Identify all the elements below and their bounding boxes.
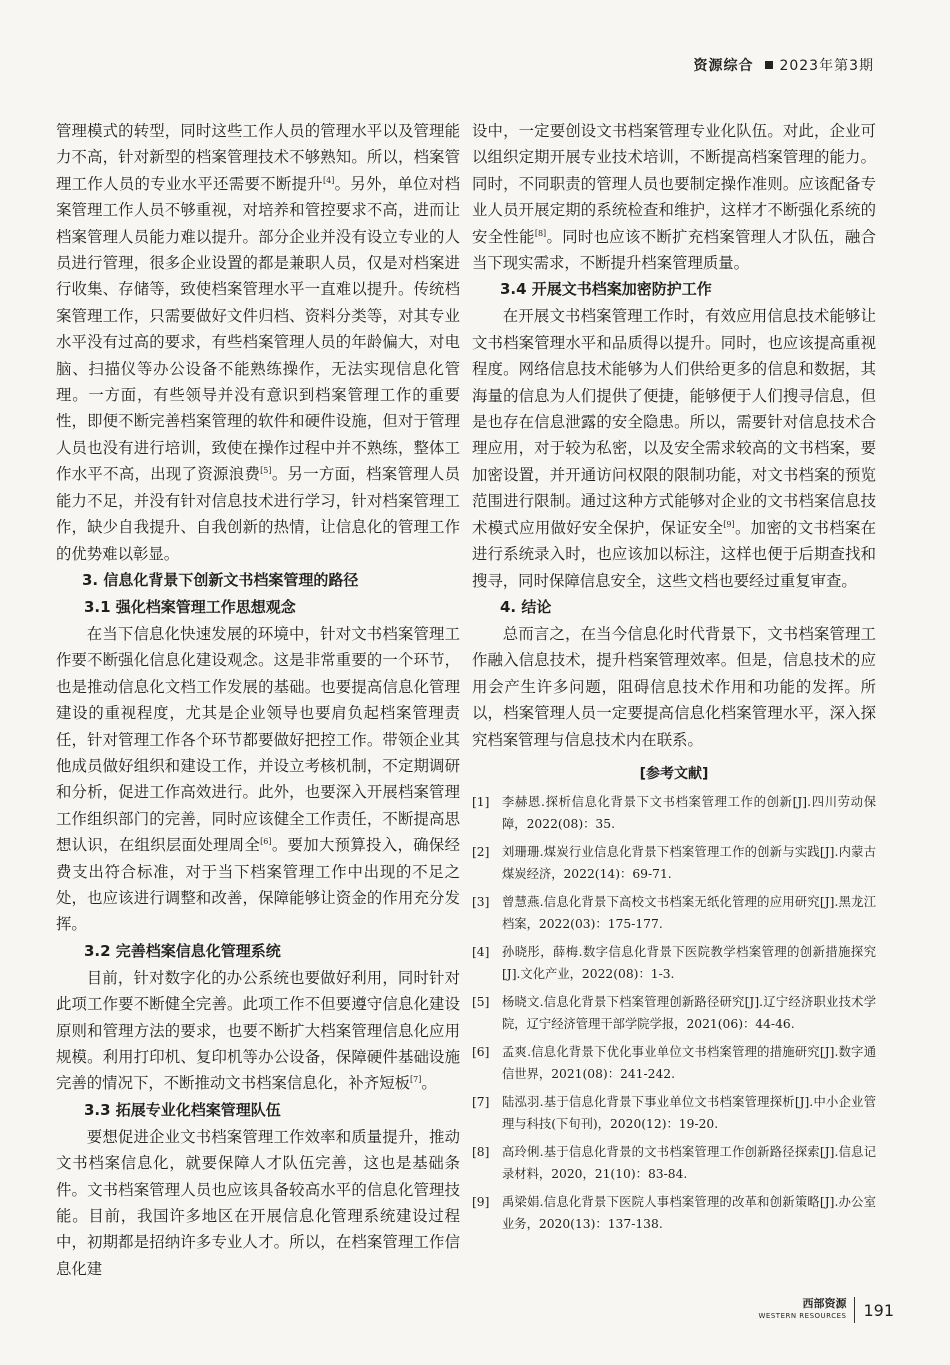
reference-item: [5] 杨晓文.信息化背景下档案管理创新路径研究[J].辽宁经济职业技术学院，辽宁经济管理干部学院学报，2021(06)：44-46. <box>472 994 876 1032</box>
paragraph: 在开展文书档案管理工作时，有效应用信息技术能够让文书档案管理水平和品质得以提升。同时，也应该提高重视程度。网络信息技术能够为人们供给更多的信息和数据，其海量的信息为人们提供了便捷，能够便于人们搜寻信息，但是也存在信息泄露的安全隐患。所以，需要针对信息技术合理应用，对于较为私密，以及安全需求较高的文书档案，要加密设置，并开通访问权限的限制功能，对文书档案的预览范围进行限制。通过这种方式能够对企业的文书档案信息技术模式应用做好安全保护，保证安全[9]。加密的文书档案在进行系统录入时，也应该加以标注，这样也便于后期查找和搜寻，同时保障信息安全，这些文档也要经过重复审查。 <box>472 307 876 590</box>
issue-label: 2023年第3期 <box>779 58 874 74</box>
paragraph: 目前，针对数字化的办公系统也要做好利用，同时针对此项工作要不断健全完善。此项工作不但要遵守信息化建设原则和管理方法的要求，也要不断扩大档案管理信息化应用规模。利用打印机、复印机等办公设备，保障硬件基础设施完善的情况下，不断推动文书档案信息化，补齐短板[7]。 <box>56 968 460 1093</box>
journal-name-en: WESTERN RESOURCES <box>758 1312 847 1320</box>
paragraph: 设中，一定要创设文书档案管理专业化队伍。对此，企业可以组织定期开展专业技术培训，不断提高档案管理的能力。同时，不同职责的管理人员也要制定操作准则。应该配备专业人员开展定期的系统检查和维护，这样才不断强化系统的安全性能[8]。同时也应该不断扩充档案管理人才队伍，融合当下现实需求，不断提升档案管理质量。 <box>472 122 876 273</box>
section-heading: 3. 信息化背景下创新文书档案管理的路径 <box>82 570 359 589</box>
paragraph: 总而言之，在当今信息化时代背景下，文书档案管理工作融入信息技术，提升档案管理效率。但是，信息技术的应用会产生许多问题，阻碍信息技术作用和功能的发挥。所以，档案管理人员一定要提高信息化档案管理水平，深入探究档案管理与信息技术内在联系。 <box>472 624 876 749</box>
references-title: [参考文献] <box>639 765 709 782</box>
reference-item: [1] 李赫恩.探析信息化背景下文书档案管理工作的创新[J].四川劳动保障，2022(08)：35. <box>472 794 876 832</box>
reference-item: [9] 禹梁娟.信息化背景下医院人事档案管理的改革和创新策略[J].办公室业务，2020(13)：137-138. <box>472 1194 876 1232</box>
paragraph: 要想促进企业文书档案管理工作效率和质量提升，推动文书档案信息化，就要保障人才队伍完善，这也是基础条件。文书档案管理人员也应该具备较高水平的信息化管理技能。目前，我国许多地区在开展信息化管理系统建设过程中，初期都是招纳许多专业人才。所以，在档案管理工作信息化建 <box>56 1127 460 1278</box>
divider <box>854 1297 855 1323</box>
square-bullet-icon <box>765 61 773 69</box>
reference-item: [2] 刘珊珊.煤炭行业信息化背景下档案管理工作的创新与实践[J].内蒙古煤炭经济，2022(14)：69-71. <box>472 844 876 882</box>
section-heading: 4. 结论 <box>500 597 552 616</box>
references-list <box>472 791 876 1236</box>
journal-brand <box>759 1298 847 1322</box>
page-footer <box>759 1297 895 1323</box>
paragraph: 在当下信息化快速发展的环境中，针对文书档案管理工作要不断强化信息化建设观念。这是非常重要的一个环节，也是推动信息化文档工作发展的基础。也要提高信息化管理建设的重视程度，尤其是企业领导也要肩负起档案管理责任，针对管理工作各个环节都要做好把控工作。带领企业其他成员做好组织和建设工作，并设立考核机制，不定期调研和分析，促进工作高效进行。此外，也要深入开展档案管理工作组织部门的完善，同时应该健全工作责任，不断提高思想认识，在组织层面处理周全[6]。要加大预算投入，确保经费支出符合标准，对于当下档案管理工作中出现的不足之处，也应该进行调整和改善，保障能够让资金的作用充分发挥。 <box>56 624 460 934</box>
reference-item: [6] 孟爽.信息化背景下优化事业单位文书档案管理的措施研究[J].数字通信世界，2021(08)：241-242. <box>472 1044 876 1082</box>
right-column <box>472 118 876 1241</box>
section-name: 资源综合 <box>693 58 754 74</box>
subsection-heading: 3.2 完善档案信息化管理系统 <box>84 941 281 960</box>
reference-item: [3] 曾慧燕.信息化背景下高校文书档案无纸化管理的应用研究[J].黑龙江档案，2022(03)：175-177. <box>472 894 876 932</box>
left-column <box>56 118 460 1282</box>
journal-name-cn: 西部资源 <box>802 1297 847 1310</box>
running-header <box>693 55 874 75</box>
paragraph: 管理模式的转型，同时这些工作人员的管理水平以及管理能力不高，针对新型的档案管理技术不够熟知。所以，档案管理工作人员的专业水平还需要不断提升[4]。另外，单位对档案管理工作人员不够重视，对培养和管控要求不高，进而让档案管理人员能力难以提升。部分企业并没有设立专业的人员进行管理，很多企业设置的都是兼职人员，仅是对档案进行收集、存储等，致使档案管理水平一直难以提升。传统档案管理工作，只需要做好文件归档、资料分类等，对其专业水平没有过高的要求，有些档案管理人员的年龄偏大，对电脑、扫描仪等办公设备不能熟练操作，无法实现信息化管理。一方面，有些领导并没有意识到档案管理工作的重要性，即便不断完善档案管理的软件和硬件设施，但对于管理人员也没有进行培训，致使在操作过程中并不熟练，整体工作水平不高，出现了资源浪费[5]。另一方面，档案管理人员能力不足，并没有针对信息技术进行学习，针对档案管理工作，缺少自我提升、自我创新的热情，让信息化的管理工作的优势难以彰显。 <box>56 122 460 563</box>
reference-item: [4] 孙晓彤，薛梅.数字信息化背景下医院教学档案管理的创新措施探究[J].文化产业，2022(08)：1-3. <box>472 944 876 982</box>
page-number: 191 <box>863 1300 894 1320</box>
subsection-heading: 3.4 开展文书档案加密防护工作 <box>500 280 712 299</box>
reference-item: [8] 高玲俐.基于信息化背景的文书档案管理工作创新路径探索[J].信息记录材料，2020，21(10)：83-84. <box>472 1144 876 1182</box>
reference-item: [7] 陆泓羽.基于信息化背景下事业单位文书档案管理探析[J].中小企业管理与科技(下旬刊)，2020(12)：19-20. <box>472 1094 876 1132</box>
subsection-heading: 3.3 拓展专业化档案管理队伍 <box>84 1100 281 1119</box>
subsection-heading: 3.1 强化档案管理工作思想观念 <box>84 597 296 616</box>
